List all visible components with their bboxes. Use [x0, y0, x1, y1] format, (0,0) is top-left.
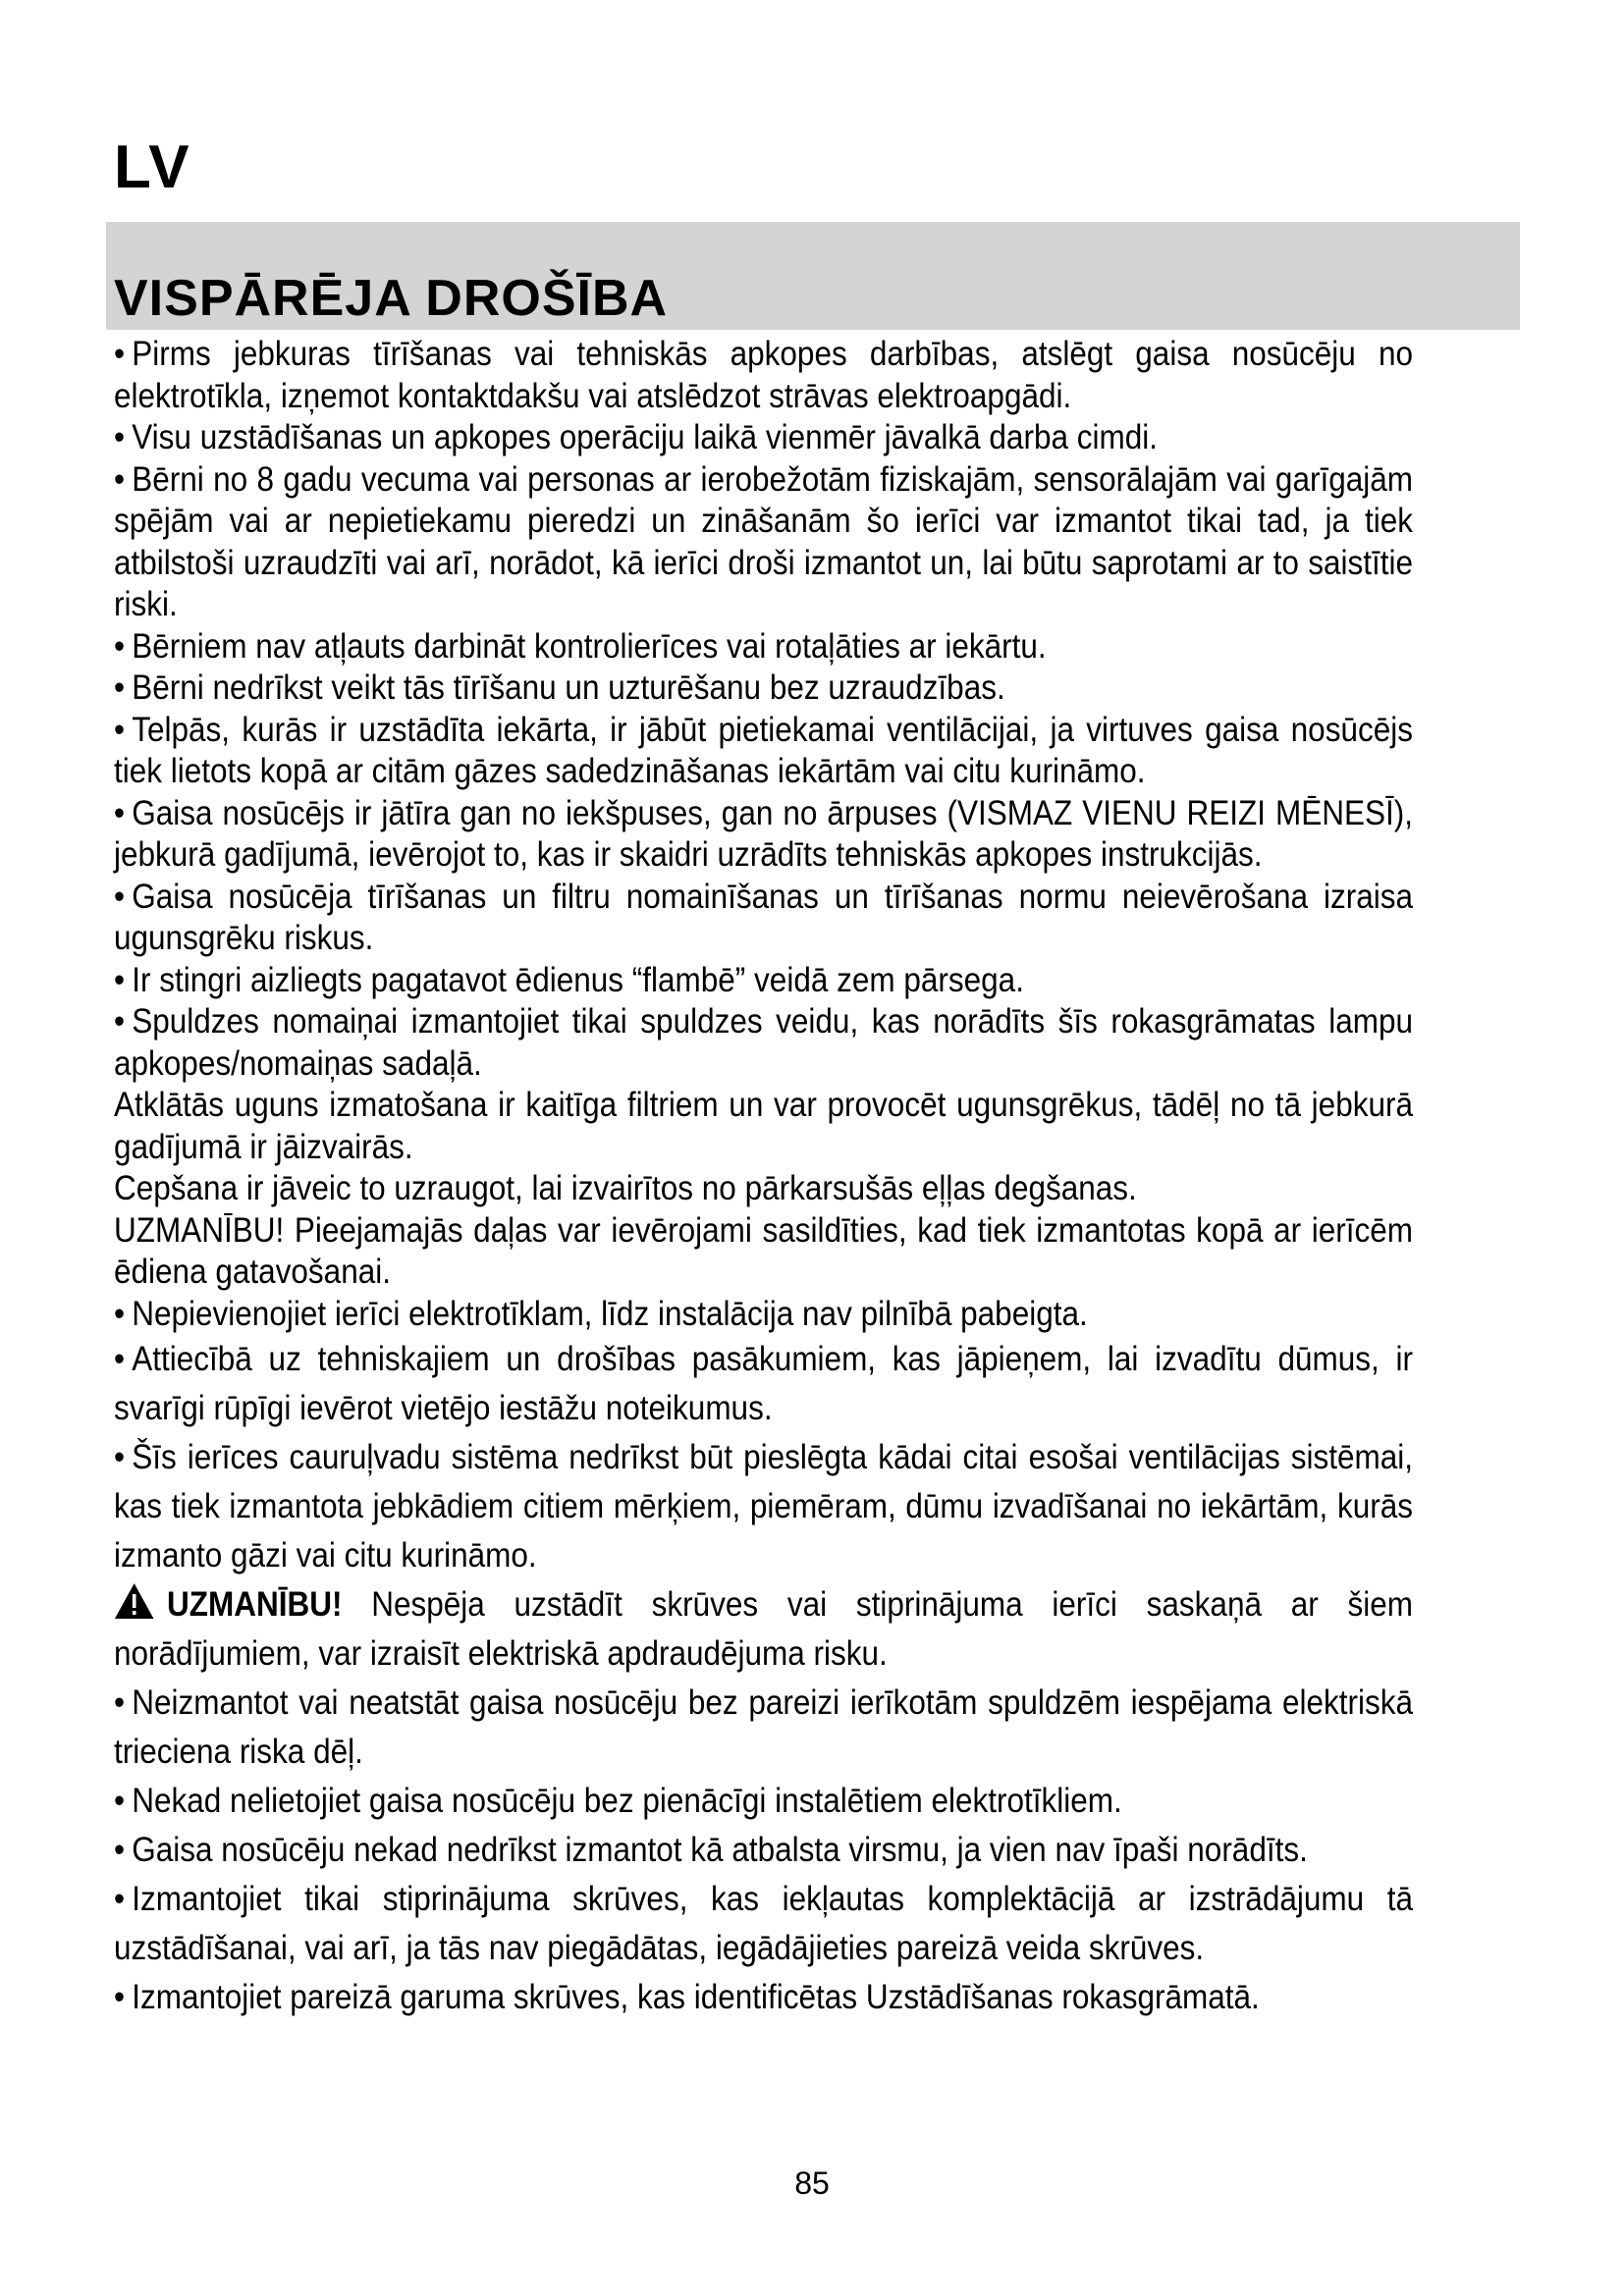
- paragraph: [114, 1973, 1413, 2022]
- paragraph-text: Izmantojiet tikai stiprinājuma skrūves, kas iekļautas komplektācijā ar izstrādājumu tā uzstādīšanai, vai arī, ja tās nav piegādātas, iegādājieties pareizā veida skrūves.: [114, 1880, 1414, 1967]
- bullet: •: [114, 1782, 126, 1820]
- bullet: •: [114, 626, 126, 666]
- bullet: •: [114, 418, 126, 456]
- paragraph: [114, 1875, 1413, 1973]
- paragraph-text: Neizmantot vai neatstāt gaisa nosūcēju bez pareizi ierīkotām spuldzēm iespējama elektriskā trieciena riska dēļ.: [114, 1683, 1414, 1771]
- paragraph: [114, 1335, 1413, 1433]
- paragraph-text: Visu uzstādīšanas un apkopes operāciju laikā vienmēr jāvalkā darba cimdi.: [132, 418, 1158, 456]
- page-number: 85: [794, 2165, 830, 2201]
- paragraph-text: Ir stingri aizliegts pagatavot ēdienus “flambē” veidā zem pārsega.: [132, 960, 1024, 999]
- section-title: VISPĀRĒJA DROŠĪBA: [114, 270, 669, 327]
- paragraph-text: Bērni nedrīkst veikt tās tīrīšanu un uzturēšanu bez uzraudzības.: [132, 668, 1005, 707]
- bullet: •: [114, 668, 126, 707]
- warning-triangle-icon: [114, 1582, 154, 1620]
- paragraph: [114, 626, 1413, 668]
- paragraph-text: Bērniem nav atļauts darbināt kontrolierīces vai rotaļāties ar iekārtu.: [132, 626, 1047, 666]
- language-code: LV: [114, 133, 191, 201]
- paragraph-text: UZMANĪBU! Pieejamajās daļas var ievērojami sasildīties, kad tiek izmantotas kopā ar ierīcēm ēdiena gatavošanai.: [114, 1210, 1413, 1291]
- paragraph: [114, 1433, 1413, 1580]
- paragraph-text: Nespēja uzstādīt skrūves vai stiprinājuma ierīci saskaņā ar šiem norādījumiem, var izraisīt elektriskā apdraudējuma risku.: [114, 1585, 1413, 1673]
- paragraph: [114, 1679, 1413, 1777]
- bullet: •: [114, 1978, 126, 2016]
- paragraph: [114, 1294, 1413, 1336]
- paragraph: [114, 793, 1413, 877]
- bullet: •: [114, 1002, 126, 1041]
- bullet: •: [114, 710, 126, 749]
- paragraph-text: Telpās, kurās ir uzstādīta iekārta, ir jābūt pietiekamai ventilācijai, ja virtuves gaisa nosūcējs tiek lietots kopā ar citām gāzes sadedzināšanas iekārtām vai citu kurināmo.: [114, 710, 1414, 790]
- paragraph-text: Pirms jebkuras tīrīšanas vai tehniskās apkopes darbības, atslēgt gaisa nosūcēju no elektrotīkla, izņemot kontaktdakšu vai atslēdzot strāvas elektroapgādi.: [114, 335, 1414, 415]
- paragraph: [114, 960, 1413, 1002]
- section-title-bar: [106, 222, 1520, 330]
- paragraph: [114, 1168, 1413, 1210]
- warning-label: UZMANĪBU!: [167, 1585, 343, 1624]
- paragraph: [114, 1777, 1413, 1826]
- paragraph: [114, 667, 1413, 710]
- bullet: •: [114, 793, 126, 832]
- paragraph: [114, 334, 1413, 417]
- paragraph: [114, 417, 1413, 459]
- bullet: •: [114, 1831, 126, 1869]
- paragraph: [114, 459, 1413, 626]
- bullet: •: [114, 877, 126, 916]
- paragraph-text: Spuldzes nomaiņai izmantojiet tikai spuldzes veidu, kas norādīts šīs rokasgrāmatas lampu apkopes/nomaiņas sadaļā.: [114, 1002, 1414, 1083]
- paragraph: [114, 1826, 1413, 1875]
- bullet: •: [114, 1880, 126, 1918]
- paragraph: [114, 877, 1413, 960]
- paragraph: [114, 1001, 1413, 1085]
- paragraph-text: Attiecībā uz tehniskajiem un drošības pasākumiem, kas jāpieņem, lai izvadītu dūmus, ir svarīgi rūpīgi ievērot vietējo iestāžu noteikumus.: [114, 1340, 1414, 1427]
- paragraph: [114, 710, 1413, 793]
- paragraph-text: Izmantojiet pareizā garuma skrūves, kas identificētas Uzstādīšanas rokasgrāmatā.: [132, 1978, 1260, 2016]
- paragraph-text: Nekad nelietojiet gaisa nosūcēju bez pienācīgi instalētiem elektrotīkliem.: [132, 1782, 1122, 1820]
- bullet: •: [114, 1683, 126, 1722]
- paragraph-text: Cepšana ir jāveic to uzraugot, lai izvairītos no pārkarsušās eļļas degšanas.: [114, 1169, 1137, 1207]
- bullet: •: [114, 335, 126, 373]
- bullet: •: [114, 960, 126, 999]
- paragraph-text: Gaisa nosūcēju nekad nedrīkst izmantot kā atbalsta virsmu, ja vien nav īpaši norādīts.: [132, 1831, 1308, 1869]
- bullet: •: [114, 459, 126, 499]
- paragraph: [114, 1210, 1413, 1294]
- paragraph-text: Bērni no 8 gadu vecuma vai personas ar ierobežotām fiziskajām, sensorālajām vai garīgajām spējām vai ar nepietiekamu pieredzi un zināšanām šo ierīci var izmantot tikai tad, ja tiek atbilstoši uzraudzīti vai arī, norādot, kā ierīci droši izmantot un, lai būtu saprotami ar to saistītie riski.: [114, 459, 1414, 623]
- bullet: •: [114, 1294, 126, 1333]
- paragraph-text: Nepievienojiet ierīci elektrotīklam, līdz instalācija nav pilnībā pabeigta.: [132, 1294, 1088, 1333]
- paragraph: [114, 1085, 1413, 1168]
- bullet: •: [114, 1438, 126, 1476]
- paragraph-text: Šīs ierīces cauruļvadu sistēma nedrīkst būt pieslēgta kādai citai esošai ventilācijas sistēmai, kas tiek izmantota jebkādiem citiem mērķiem, piemēram, dūmu izvadīšanai no iekārtām, kurās izmanto gāzi vai citu kurināmo.: [114, 1438, 1414, 1575]
- bullet: •: [114, 1340, 126, 1378]
- safety-text-body: [114, 334, 1413, 2022]
- paragraph-text: Gaisa nosūcējs ir jātīra gan no iekšpuses, gan no ārpuses (VISMAZ VIENU REIZI MĒNESĪ), jebkurā gadījumā, ievērojot to, kas ir skaidri uzrādīts tehniskās apkopes instrukcijās.: [114, 793, 1414, 874]
- warning-paragraph: [114, 1580, 1413, 1679]
- paragraph-text: Atklātās uguns izmatošana ir kaitīga filtriem un var provocēt ugunsgrēkus, tādēļ no tā jebkurā gadījumā ir jāizvairās.: [114, 1086, 1413, 1166]
- paragraph-text: Gaisa nosūcēja tīrīšanas un filtru nomainīšanas un tīrīšanas normu neievērošana izraisa ugunsgrēku riskus.: [114, 877, 1414, 957]
